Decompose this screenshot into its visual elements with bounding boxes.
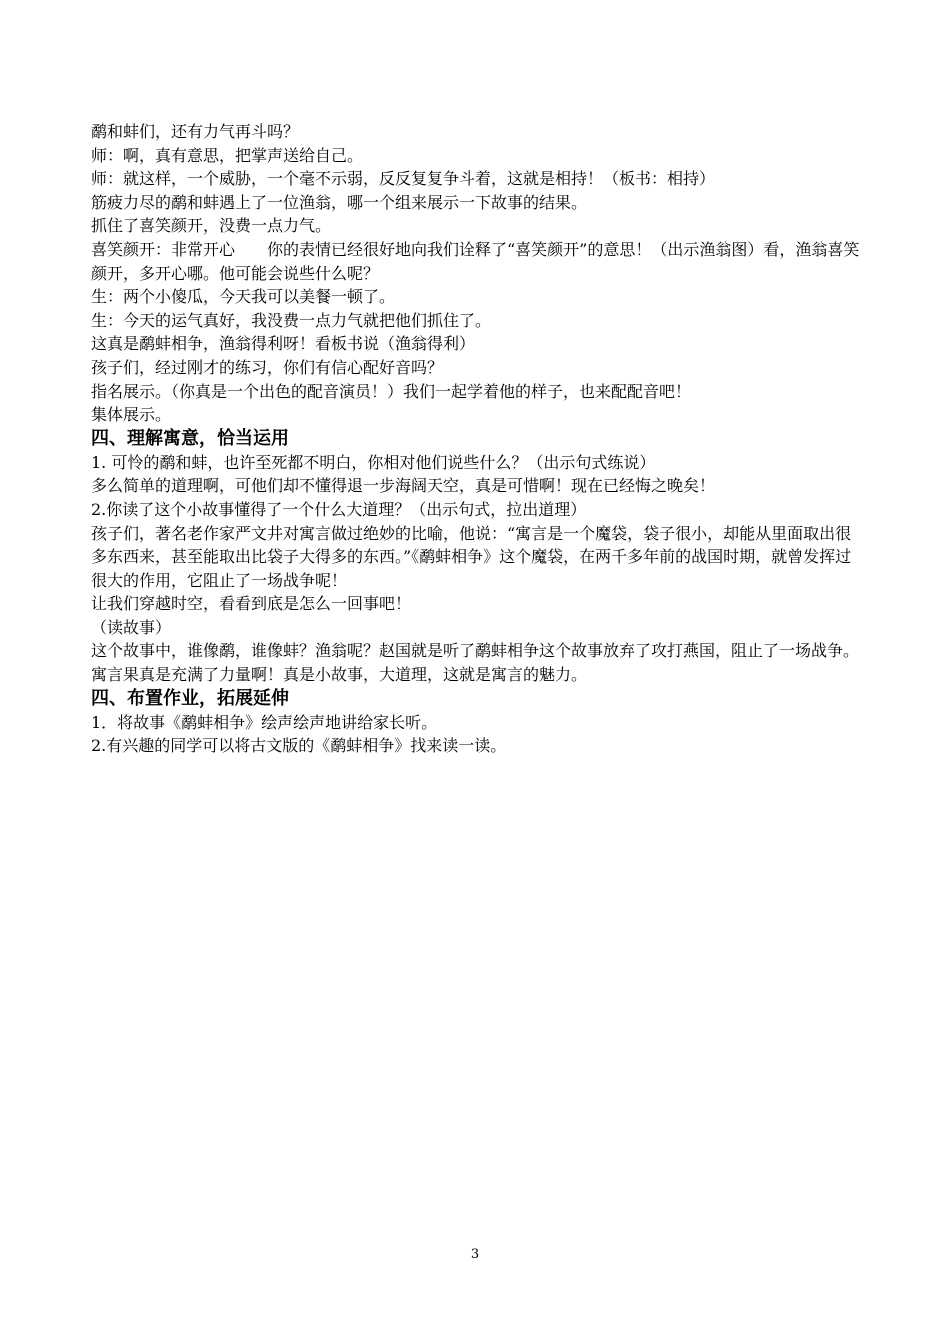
paragraph-line: 2.你读了这个小故事懂得了一个什么大道理？（出示句式，拉出道理）	[91, 499, 587, 519]
paragraph-line: 抓住了喜笑颜开，没费一点力气。	[91, 216, 332, 236]
document-body	[91, 120, 863, 758]
page-number: 3	[470, 1247, 480, 1262]
section-heading-homework: 四、布置作业，拓展延伸	[91, 687, 289, 709]
paragraph-line: 喜笑颜开：非常开心 你的表情已经很好地向我们诠释了“喜笑颜开”的意思！（出示渔翁图）看，渔翁喜笑颜开，多开心哪。他可能会说些什么呢？	[91, 239, 860, 283]
paragraph-line: 师：啊，真有意思，把掌声送给自己。	[91, 145, 364, 165]
section-heading-moral: 四、理解寓意，恰当运用	[91, 427, 289, 449]
paragraph-line: 师：就这样，一个威胁，一个毫不示弱，反反复复争斗着，这就是相持！（板书：相持）	[91, 169, 716, 189]
paragraph-line: 这个故事中，谁像鹬，谁像蚌？渔翁呢？赵国就是听了鹬蚌相争这个故事放弃了攻打燕国，阻止了一场战争。	[91, 641, 860, 661]
paragraph-line: 1. 可怜的鹬和蚌，也许至死都不明白，你相对他们说些什么？（出示句式练说）	[91, 452, 656, 472]
paragraph-line: 孩子们，著名老作家严文井对寓言做过绝妙的比喻，他说：“寓言是一个魔袋，袋子很小，却能从里面取出很多东西来，甚至能取出比袋子大得多的东西。”《鹬蚌相争》这个魔袋，在两千多年前的战国时期，就曾发挥过很大的作用，它阻止了一场战争呢！	[91, 523, 852, 590]
paragraph-line: 生：今天的运气真好，我没费一点力气就把他们抓住了。	[91, 310, 492, 330]
paragraph-line: 2.有兴趣的同学可以将古文版的《鹬蚌相争》找来读一读。	[91, 736, 507, 756]
paragraph-line: 这真是鹬蚌相争，渔翁得利呀！看板书说（渔翁得利）	[91, 334, 476, 354]
paragraph-line: （读故事）	[91, 617, 172, 637]
paragraph-line: 让我们穿越时空，看看到底是怎么一回事吧！	[91, 594, 412, 614]
paragraph-line: 指名展示。（你真是一个出色的配音演员！）我们一起学着他的样子，也来配配音吧！	[91, 381, 692, 401]
paragraph-line: 孩子们，经过刚才的练习，你们有信心配好音吗？	[91, 357, 444, 377]
paragraph-line: 集体展示。	[91, 405, 172, 425]
paragraph-line: 生：两个小傻瓜，今天我可以美餐一顿了。	[91, 287, 396, 307]
paragraph-line: 鹬和蚌们，还有力气再斗吗？	[91, 122, 300, 141]
paragraph-line: 多么简单的道理啊，可他们却不懂得退一步海阔天空，真是可惜啊！现在已经悔之晚矣！	[91, 476, 716, 496]
paragraph-line: 1．将故事《鹬蚌相争》绘声绘声地讲给家长听。	[91, 712, 438, 732]
paragraph-line: 寓言果真是充满了力量啊！真是小故事，大道理，这就是寓言的魅力。	[91, 665, 588, 685]
paragraph-line: 筋疲力尽的鹬和蚌遇上了一位渔翁，哪一个组来展示一下故事的结果。	[91, 192, 588, 212]
